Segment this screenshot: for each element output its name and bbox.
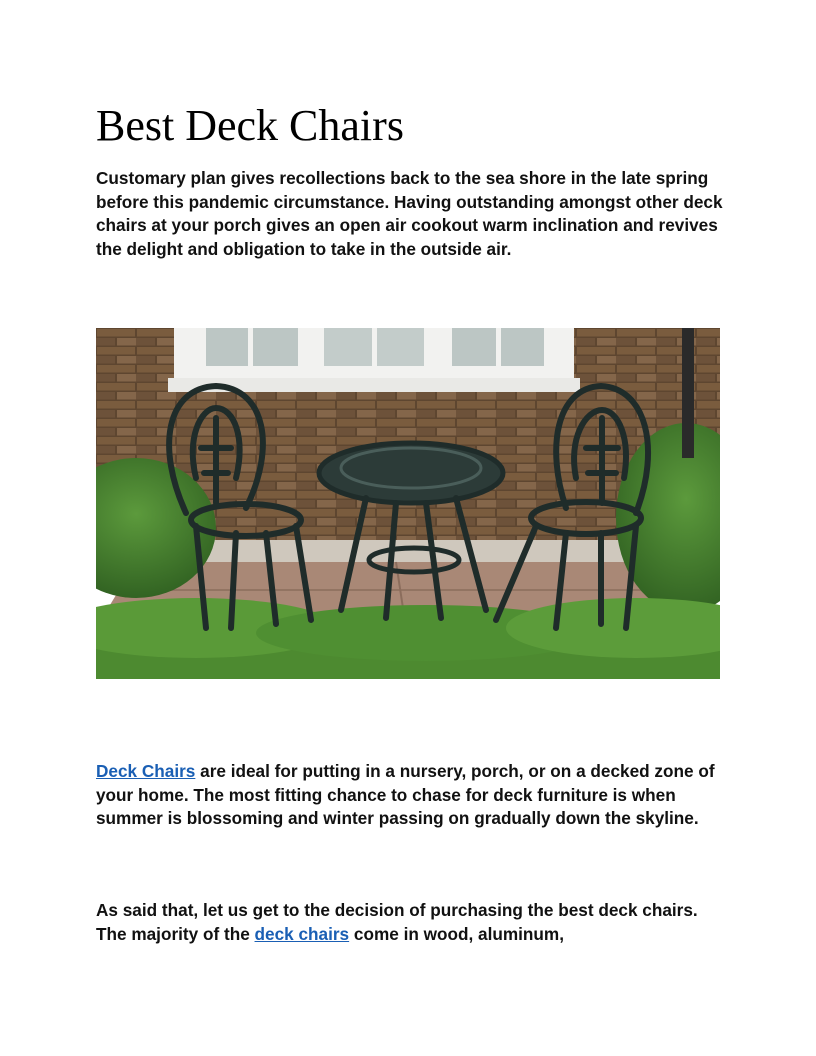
patio-furniture-illustration — [96, 328, 720, 679]
paragraph3-text-before: As said that, let us get to the decision of purchasing the best deck chairs. The majority of the — [96, 900, 698, 944]
page-title: Best Deck Chairs — [96, 101, 404, 150]
deck-chairs-paragraph — [96, 760, 726, 831]
deck-chairs-inline-link[interactable]: deck chairs — [254, 923, 350, 944]
intro-paragraph: Customary plan gives recollections back to the sea shore in the late spring before this pandemic circumstance. Having outstanding amongst other deck chairs at your porch gives an open air cookout warm inclination and revives the delight and obligation to take in the outside air. — [96, 168, 723, 259]
paragraph3-text-after: come in wood, aluminum, — [349, 923, 564, 944]
deck-chairs-photo — [96, 328, 720, 679]
paragraph2-text: are ideal for putting in a nursery, porch, or on a decked zone of your home. The most fitting chance to chase for deck furniture is when summer is blossoming and winter passing on gradually down the skyline. — [96, 761, 715, 828]
purchase-paragraph — [96, 899, 726, 946]
deck-chairs-link[interactable]: Deck Chairs — [96, 761, 196, 781]
